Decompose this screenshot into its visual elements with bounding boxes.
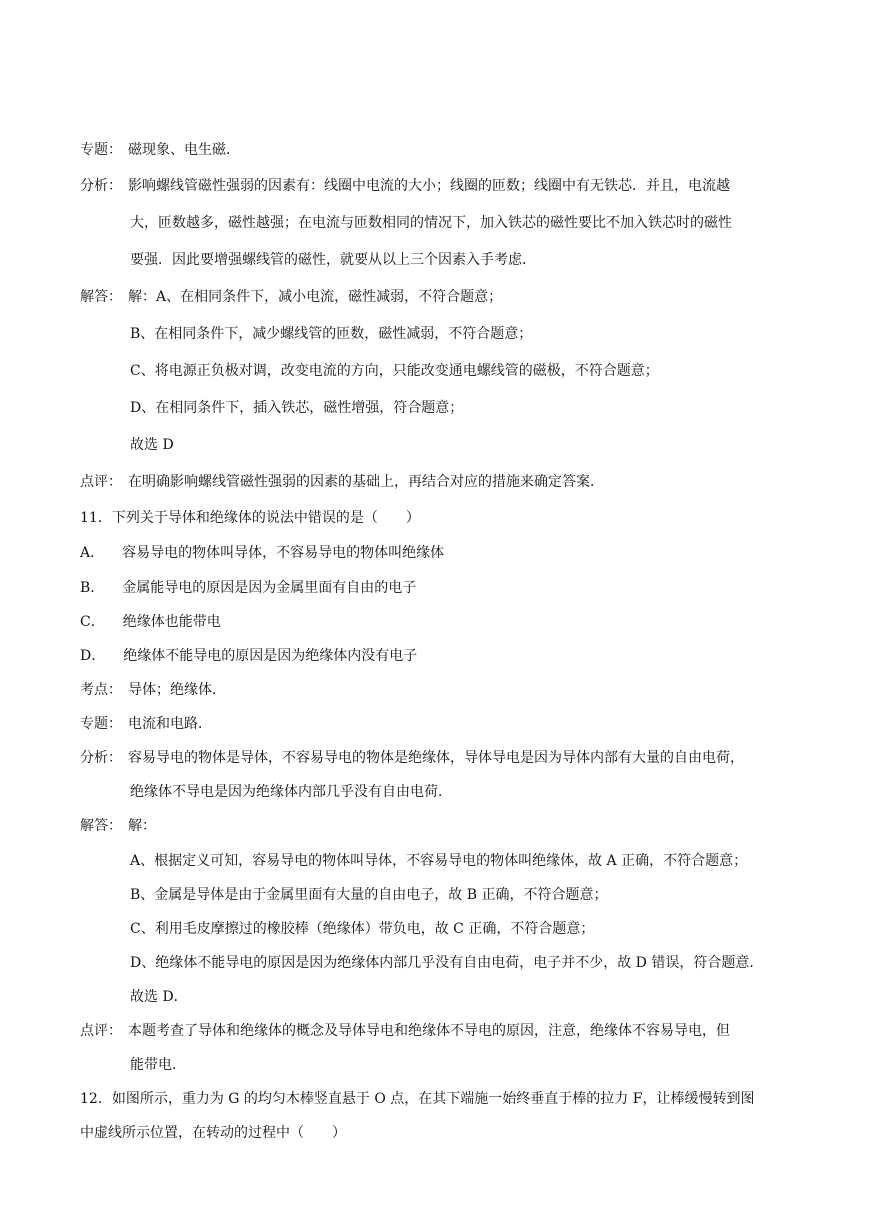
answer-text: C、利用毛皮摩擦过的橡胶棒（绝缘体）带负电，故 C 正确，不符合题意； xyxy=(130,921,595,937)
q10-answer-line xyxy=(130,324,829,344)
q10-answer-line xyxy=(130,361,829,381)
answer-text: 解：A、在相同条件下，减小电流，磁性减弱，不符合题意； xyxy=(128,289,503,305)
q11-analysis-line xyxy=(80,748,829,768)
q11-option-d xyxy=(80,646,829,666)
review-text: 本题考查了导体和绝缘体的概念及导体导电和绝缘体不导电的原因，注意，绝缘体不容易导电，但 xyxy=(128,1023,730,1039)
q11-review-line xyxy=(130,1055,829,1075)
analysis-text: 容易导电的物体是导体，不容易导电的物体是绝缘体，导体导电是因为导体内部有大量的自由电荷， xyxy=(128,750,744,766)
analysis-text: 绝缘体不导电是因为绝缘体内部几乎没有自由电荷． xyxy=(130,784,452,800)
analysis-text: 要强．因此要增强螺线管的磁性，就要从以上三个因素入手考虑． xyxy=(130,252,536,268)
question-text: 中虚线所示位置，在转动的过程中（ ） xyxy=(80,1125,346,1141)
q11-review-line xyxy=(80,1021,829,1041)
q11-point-line xyxy=(80,680,829,700)
option-letter: D． xyxy=(80,648,106,664)
q10-answer-line xyxy=(80,287,829,307)
option-text: 金属能导电的原因是因为金属里面有自由的电子 xyxy=(122,580,417,596)
q11-answer-line xyxy=(130,953,829,973)
answer-text: D、在相同条件下，插入铁芯，磁性增强，符合题意； xyxy=(130,400,464,416)
analysis-text: 大，匝数越多，磁性越强；在电流与匝数相同的情况下，加入铁芯的磁性要比不加入铁芯时的磁性 xyxy=(130,215,732,231)
answer-text: D、绝缘体不能导电的原因是因为绝缘体内部几乎没有自由电荷，电子并不少，故 D 错误，符合题意． xyxy=(130,955,764,971)
topic-label: 专题： xyxy=(80,142,122,158)
answer-text: B、在相同条件下，减少螺线管的匝数，磁性减弱，不符合题意； xyxy=(130,326,533,342)
q11-option-b xyxy=(80,578,829,598)
q11-answer-line xyxy=(130,987,829,1007)
analysis-label: 分析： xyxy=(80,178,122,194)
answer-text: A、根据定义可知，容易导电的物体叫导体，不容易导电的物体叫绝缘体，故 A 正确，不符合题意； xyxy=(130,853,748,869)
topic-label: 专题： xyxy=(80,716,122,732)
q12-question xyxy=(80,1123,829,1143)
option-letter: B． xyxy=(80,580,105,596)
q11-option-a xyxy=(80,543,829,563)
topic-text: 磁现象、电生磁． xyxy=(128,142,240,158)
q11-answer-line xyxy=(130,851,829,871)
review-text: 能带电． xyxy=(130,1057,186,1073)
option-letter: C． xyxy=(80,614,105,630)
q10-answer-line xyxy=(130,435,829,455)
q11-topic-line xyxy=(80,714,829,734)
answer-text: 故选 D xyxy=(130,437,174,453)
point-text: 导体；绝缘体． xyxy=(128,682,226,698)
question-text: 12．如图所示，重力为 G 的均匀木棒竖直悬于 O 点，在其下端施一始终垂直于棒的拉力 F，让棒缓慢转到图 xyxy=(80,1091,755,1107)
answer-text: C、将电源正负极对调，改变电流的方向，只能改变通电螺线管的磁极，不符合题意； xyxy=(130,363,659,379)
q11-question xyxy=(80,508,829,528)
option-text: 容易导电的物体叫导体，不容易导电的物体叫绝缘体 xyxy=(122,545,445,561)
q10-topic-line xyxy=(80,140,829,160)
q11-option-c xyxy=(80,612,829,632)
q10-analysis-line xyxy=(130,213,829,233)
q10-analysis-line xyxy=(80,176,829,196)
q11-answer-line xyxy=(80,816,829,836)
review-label: 点评： xyxy=(80,1023,122,1039)
option-letter: A． xyxy=(80,545,105,561)
point-label: 考点： xyxy=(80,682,122,698)
answer-text: B、金属是导体是由于金属里面有大量的自由电子，故 B 正确，不符合题意； xyxy=(130,887,608,903)
answer-text: 故选 D． xyxy=(130,989,188,1005)
review-label: 点评： xyxy=(80,474,122,490)
q11-analysis-line xyxy=(130,782,829,802)
q11-answer-line xyxy=(130,885,829,905)
answer-text: 解： xyxy=(128,818,156,834)
answer-label: 解答： xyxy=(80,818,122,834)
q11-answer-line xyxy=(130,919,829,939)
q10-analysis-line xyxy=(130,250,829,270)
question-text: 11．下列关于导体和绝缘体的说法中错误的是（ ） xyxy=(80,510,420,526)
review-text: 在明确影响螺线管磁性强弱的因素的基础上，再结合对应的措施来确定答案． xyxy=(128,474,604,490)
q12-question xyxy=(80,1089,829,1109)
option-text: 绝缘体不能导电的原因是因为绝缘体内没有电子 xyxy=(123,648,418,664)
answer-label: 解答： xyxy=(80,289,122,305)
q10-review-line xyxy=(80,472,829,492)
q10-answer-line xyxy=(130,398,829,418)
topic-text: 电流和电路． xyxy=(128,716,212,732)
analysis-label: 分析： xyxy=(80,750,122,766)
analysis-text: 影响螺线管磁性强弱的因素有：线圈中电流的大小；线圈的匝数；线圈中有无铁芯．并且，电流越 xyxy=(128,178,730,194)
option-text: 绝缘体也能带电 xyxy=(122,614,221,630)
